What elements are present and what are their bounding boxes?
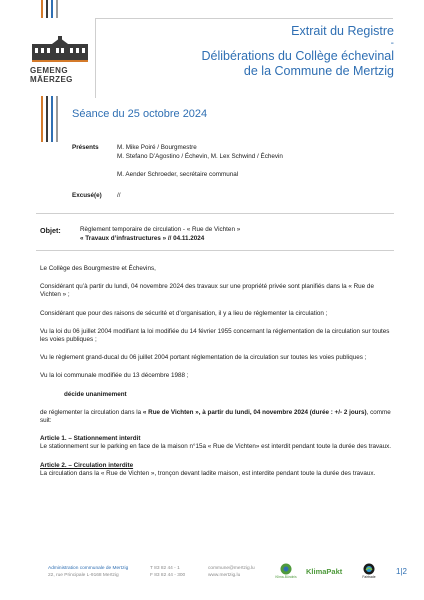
title-dash: - <box>390 38 394 49</box>
article-1-title: Article 1. – Stationnement interdit <box>40 435 141 443</box>
paragraph: Vu le règlement grand-ducal du 06 juillet 2004 portant réglementation de la circulation sur toutes les voies publiques ; <box>40 354 367 362</box>
seance-date: Séance du 25 octobre 2024 <box>72 108 208 120</box>
stripe <box>46 0 48 18</box>
title-line-2: Délibérations du Collège échevinal <box>201 49 394 63</box>
header-rule <box>95 18 393 19</box>
paragraph: Vu la loi communale modifiée du 13 décembre 1988 ; <box>40 372 189 380</box>
org-name: GEMENG MÄERZEG <box>30 66 73 84</box>
excuse-label: Excusé(e) <box>72 192 102 199</box>
stripe <box>46 96 48 142</box>
title-line-1: Extrait du Registre <box>291 24 394 38</box>
stripe <box>51 96 53 142</box>
decision: décide unanimement <box>64 390 127 398</box>
presents-line-1: M. Mike Poiré / Bourgmestre <box>117 144 197 151</box>
building-logo-icon <box>32 36 88 62</box>
klima-buendnis-label: Klima-Bündnis <box>275 575 297 579</box>
body-rule <box>36 250 394 251</box>
objet-rule <box>36 213 394 214</box>
intro: Le Collège des Bourgmestre et Échevins, <box>40 265 156 272</box>
stripe <box>41 96 43 142</box>
klimapakt-logo: KlimaPakt <box>306 567 343 576</box>
secretary: M. Aender Schroeder, secrétaire communal <box>117 171 239 178</box>
fairtrade-label: Fairtrade <box>362 575 376 579</box>
presents-line-2: M. Stefano D’Agostino / Échevin, M. Lex Schwind / Échevin <box>117 153 283 160</box>
decide-post: , comme suit: <box>40 408 391 425</box>
footer-phone: T 83 82 44 - 1 <box>150 566 180 571</box>
objet-label: Objet: <box>40 226 61 235</box>
footer-email[interactable]: commune@mertzig.lu <box>208 566 255 571</box>
stripe <box>56 96 58 142</box>
stripe <box>56 0 58 18</box>
footer-fax: F 83 82 44 - 300 <box>150 573 186 578</box>
register-title <box>202 24 394 79</box>
fairtrade-logo <box>359 563 379 583</box>
objet-line-2: « Travaux d’infrastructures » // 04.11.2024 <box>80 235 205 242</box>
paragraph: Considérant que pour des raisons de sécurité et d’organisation, il y a lieu de réglementer la circulation ; <box>40 309 328 317</box>
decide-bold: « Rue de Vichten », à partir du lundi, 04 novembre 2024 (durée : +/- 2 jours) <box>142 408 367 416</box>
title-line-3: de la Commune de Mertzig <box>243 64 394 78</box>
decide-paragraph <box>40 409 394 425</box>
article-2-text: La circulation dans la « Rue de Vichten », tronçon devant ladite maison, est interdite pendant toute la durée des travaux. <box>40 469 376 477</box>
stripe <box>51 0 53 18</box>
objet-line-1: Règlement temporaire de circulation - « Rue de Vichten » <box>80 226 241 233</box>
klima-buendnis-logo <box>275 563 297 583</box>
paragraph: Considérant qu’à partir du lundi, 04 novembre 2024 des travaux sur une propriété privée sont planifiés dans la « Rue de Vichten » ; <box>40 283 374 299</box>
article-2-title: Article 2. – Circulation interdite <box>40 461 134 469</box>
page-number: 1|2 <box>396 567 407 576</box>
footer-admin: Administration communale de Mertzig <box>48 566 129 571</box>
decide-pre: de réglementer la circulation dans la <box>40 408 143 416</box>
article-1-text: Le stationnement sur le parking en face de la maison n°15a « Rue de Vichten» est interdit pendant toute la durée des travaux. <box>40 443 392 451</box>
presents-label: Présents <box>72 144 99 151</box>
footer-web[interactable]: www.mertzig.lu <box>208 573 241 578</box>
body-text <box>40 265 394 478</box>
header-divider <box>95 18 96 98</box>
paragraph: Vu la loi du 06 juillet 2004 modifiant la loi modifiée du 14 février 1955 concernant la réglementation de la circulation sur toutes les voies publiques ; <box>40 327 390 344</box>
footer-address: 22, rue Principale L-9168 Mertzig <box>48 573 119 578</box>
excuse-value: // <box>117 192 121 199</box>
stripe <box>41 0 43 18</box>
